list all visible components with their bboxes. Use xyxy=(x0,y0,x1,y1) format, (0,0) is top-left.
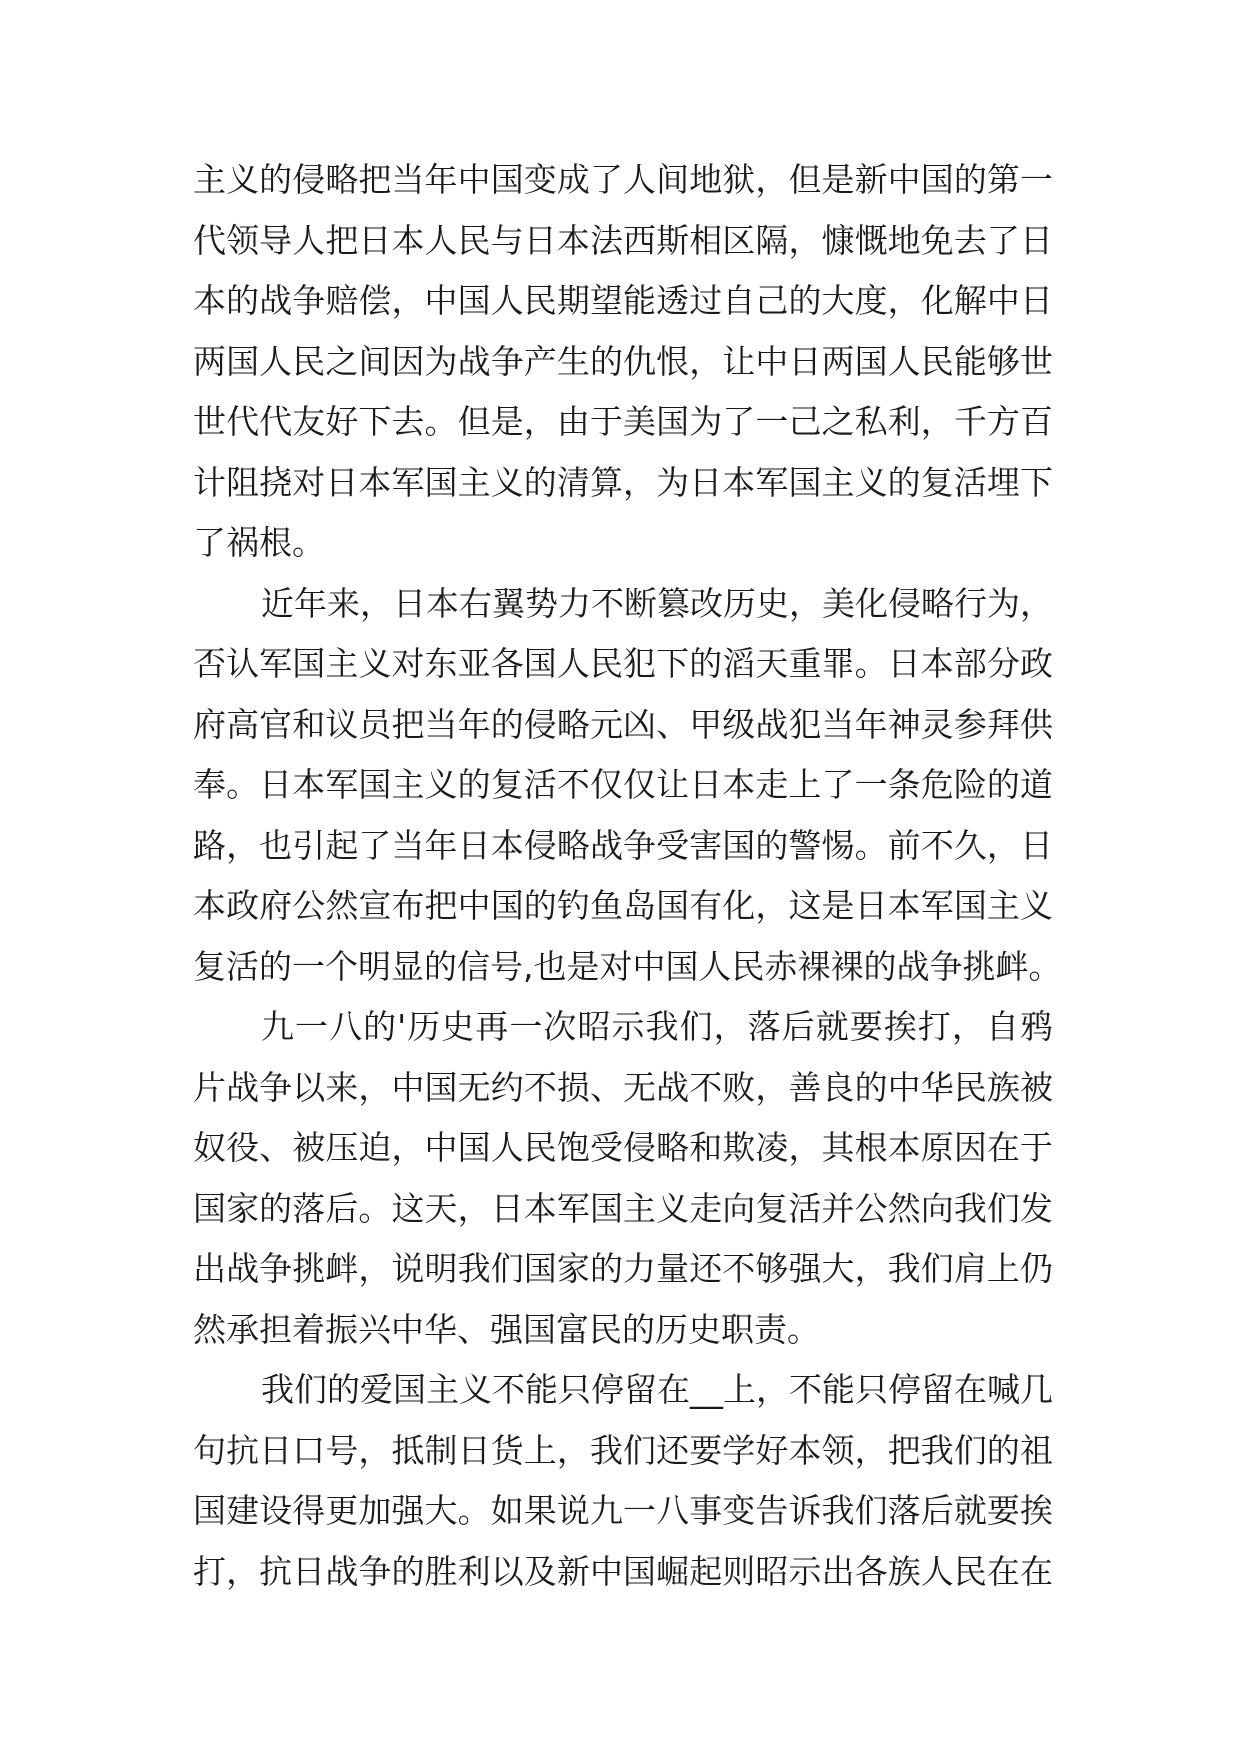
text-line: 路，也引起了当年日本侵略战争受害国的警惕。前不久，日 xyxy=(193,825,1053,865)
text-line: 主义的侵略把当年中国变成了人间地狱，但是新中国的第一 xyxy=(193,160,1053,199)
text-line: 奴役、被压迫，中国人民饱受侵略和欺凌，其根本原因在于 xyxy=(193,1128,1053,1167)
text-line: 了祸根。 xyxy=(193,523,325,562)
document-body xyxy=(193,150,1062,1602)
text-line: 近年来，日本右翼势力不断篡改历史，美化侵略行为， xyxy=(261,583,1053,623)
text-line: 世代代友好下去。但是，由于美国为了一己之私利，千方百 xyxy=(193,402,1053,441)
text-line: 九一八的'历史再一次昭示我们，落后就要挨打，自鸦 xyxy=(261,1007,1053,1046)
text-line: 我们的爱国主义不能只停留在__上，不能只停留在喊几 xyxy=(261,1370,1053,1409)
text-line: 本的战争赔偿，中国人民期望能透过自己的大度，化解中日 xyxy=(193,281,1053,320)
text-line: 复活的一个明显的信号,也是对中国人民赤裸裸的战争挑衅。 xyxy=(193,946,1062,986)
text-line: 奉。日本军国主义的复活不仅仅让日本走上了一条危险的道 xyxy=(193,765,1053,804)
text-line: 府高官和议员把当年的侵略元凶、甲级战犯当年神灵参拜供 xyxy=(193,704,1053,744)
text-line: 计阻挠对日本军国主义的清算，为日本军国主义的复活埋下 xyxy=(193,462,1053,502)
text-line: 两国人民之间因为战争产生的仇恨，让中日两国人民能够世 xyxy=(193,341,1053,381)
text-line: 国建设得更加强大。如果说九一八事变告诉我们落后就要挨 xyxy=(193,1491,1053,1530)
text-line: 片战争以来，中国无约不损、无战不败，善良的中华民族被 xyxy=(193,1067,1053,1107)
text-line: 否认军国主义对东亚各国人民犯下的滔天重罪。日本部分政 xyxy=(193,644,1053,683)
text-line: 句抗日口号，抵制日货上，我们还要学好本领，把我们的祖 xyxy=(193,1430,1053,1470)
text-line: 本政府公然宣布把中国的钓鱼岛国有化，这是日本军国主义 xyxy=(193,886,1053,925)
text-line: 打，抗日战争的胜利以及新中国崛起则昭示出各族人民在在 xyxy=(193,1551,1053,1591)
text-line: 出战争挑衅，说明我们国家的力量还不够强大，我们肩上仍 xyxy=(193,1249,1053,1288)
text-line: 国家的落后。这天，日本军国主义走向复活并公然向我们发 xyxy=(193,1188,1053,1228)
text-line: 代领导人把日本人民与日本法西斯相区隔，慷慨地免去了日 xyxy=(193,220,1053,260)
text-line: 然承担着振兴中华、强国富民的历史职责。 xyxy=(193,1309,820,1349)
